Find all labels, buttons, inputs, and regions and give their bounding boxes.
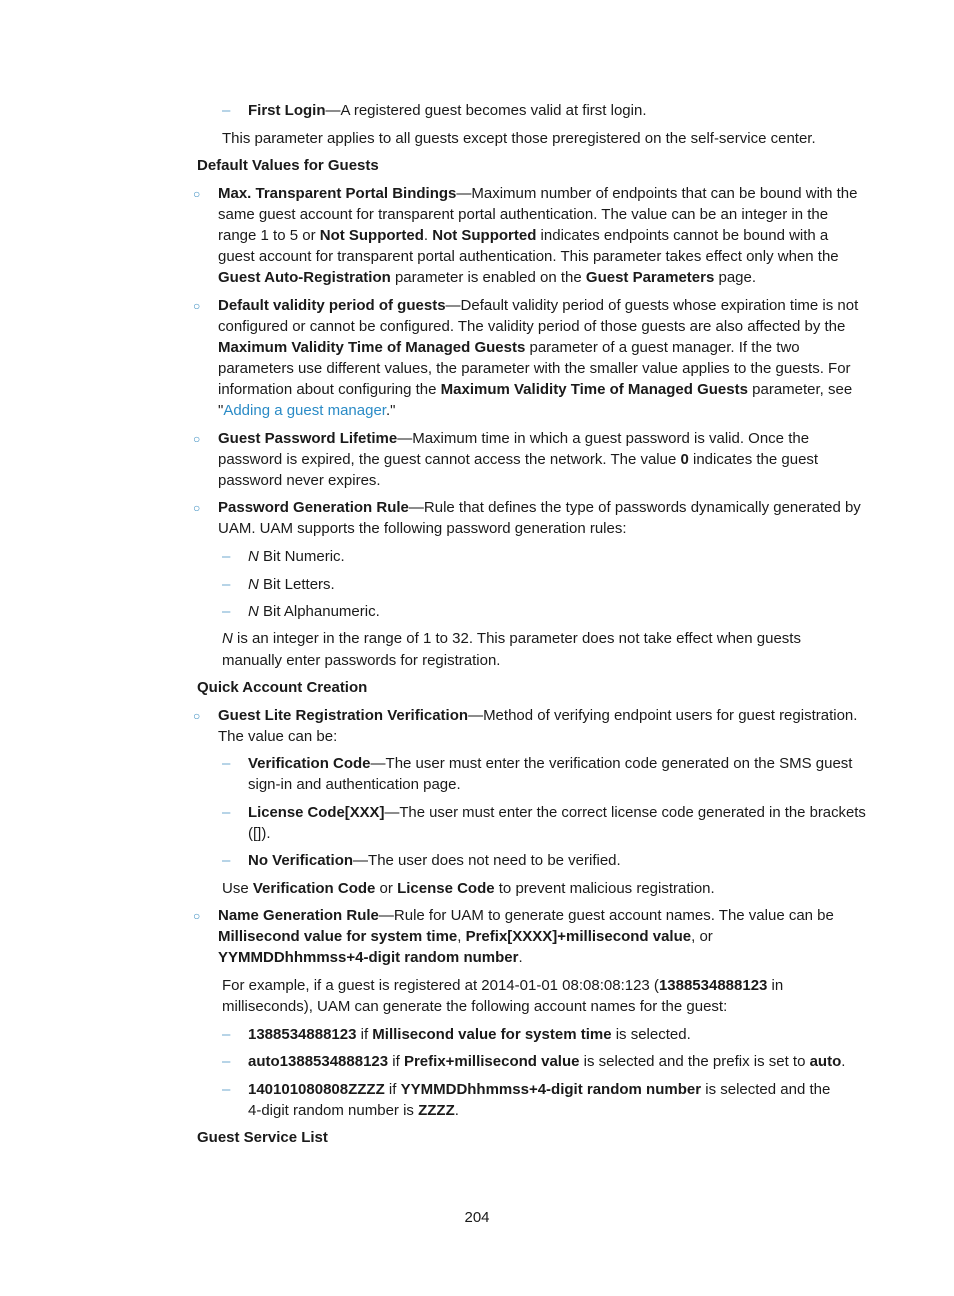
name-rule-example: For example, if a guest is registered at 2014-01-01 08:08:08:123 (1388534888123 in [222, 977, 784, 994]
bullet-icon: ○ [193, 709, 201, 723]
validity-line: parameters use different values, the parameter with the smaller value applies to the guests. For [218, 360, 851, 377]
pw-rule-note: manually enter passwords for registration. [222, 652, 501, 669]
max-bindings-line: Guest Auto-Registration parameter is enabled on the Guest Parameters page. [218, 269, 757, 286]
dash-icon: – [222, 576, 231, 593]
name-rule-line: YYMMDDhhmmss+4-digit random number. [218, 949, 523, 966]
lite-line: The value can be: [218, 728, 338, 745]
pw-rule-option: N Bit Alphanumeric. [248, 603, 380, 620]
dash-icon: – [222, 1081, 231, 1098]
first-login-item: First Login—A registered guest becomes valid at first login. [248, 102, 647, 119]
bullet-icon: ○ [193, 299, 201, 313]
name-rule-example: milliseconds), UAM can generate the following account names for the guest: [222, 998, 728, 1015]
validity-line: information about configuring the Maximum Validity Time of Managed Guests parameter, see [218, 381, 853, 398]
validity-line: Default validity period of guests—Default validity period of guests whose expiration time is not [218, 297, 859, 314]
heading-quick-account: Quick Account Creation [197, 679, 368, 696]
name-rule-option: auto1388534888123 if Prefix+millisecond value is selected and the prefix is set to auto. [248, 1053, 846, 1070]
lite-option: Verification Code—The user must enter the verification code generated on the SMS guest [248, 755, 853, 772]
pw-rule-option: N Bit Letters. [248, 576, 335, 593]
pw-rule-line: Password Generation Rule—Rule that defines the type of passwords dynamically generated by [218, 499, 861, 516]
dash-icon: – [222, 1053, 231, 1070]
dash-icon: – [222, 548, 231, 565]
dash-icon: – [222, 1026, 231, 1043]
dash-icon: – [222, 102, 231, 119]
dash-icon: – [222, 755, 231, 772]
pw-lifetime-line: password never expires. [218, 472, 381, 489]
lite-option: ([]). [248, 825, 271, 842]
bullet-icon: ○ [193, 501, 201, 515]
pw-lifetime-line: Guest Password Lifetime—Maximum time in which a guest password is valid. Once the [218, 430, 810, 447]
name-rule-line: Name Generation Rule—Rule for UAM to generate guest account names. The value can be [218, 907, 834, 924]
page-number: 204 [464, 1209, 490, 1226]
lite-line: Guest Lite Registration Verification—Method of verifying endpoint users for guest registration. [218, 707, 858, 724]
name-rule-line: Millisecond value for system time, Prefix[XXXX]+millisecond value, or [218, 928, 713, 945]
name-rule-option: 4-digit random number is ZZZZ. [248, 1102, 459, 1119]
dash-icon: – [222, 603, 231, 620]
lite-option: No Verification—The user does not need to be verified. [248, 852, 621, 869]
validity-line: Maximum Validity Time of Managed Guests parameter of a guest manager. If the two [218, 339, 800, 356]
pw-rule-option: N Bit Numeric. [248, 548, 345, 565]
bullet-icon: ○ [193, 187, 201, 201]
lite-use-note: Use Verification Code or License Code to prevent malicious registration. [222, 880, 715, 897]
lite-option: sign-in and authentication page. [248, 776, 461, 793]
max-bindings-line: same guest account for transparent portal authentication. The value can be an integer in the [218, 206, 829, 223]
name-rule-option: 140101080808ZZZZ if YYMMDDhhmmss+4-digit random number is selected and the [248, 1081, 831, 1098]
max-bindings-line: range 1 to 5 or Not Supported. Not Supported indicates endpoints cannot be bound with a [218, 227, 829, 244]
name-rule-option: 1388534888123 if Millisecond value for system time is selected. [248, 1026, 691, 1043]
pw-lifetime-line: password is expired, the guest cannot access the network. The value 0 indicates the guest [218, 451, 819, 468]
pw-rule-line: UAM. UAM supports the following password generation rules: [218, 520, 627, 537]
bullet-icon: ○ [193, 909, 201, 923]
adding-guest-manager-link[interactable]: Adding a guest manager [223, 402, 386, 419]
validity-line: "Adding a guest manager." [218, 402, 396, 419]
applies-note: This parameter applies to all guests except those preregistered on the self-service center. [222, 130, 816, 147]
dash-icon: – [222, 852, 231, 869]
bullet-icon: ○ [193, 432, 201, 446]
heading-default-values: Default Values for Guests [197, 157, 379, 174]
max-bindings-line: guest account for transparent portal authentication. This parameter takes effect only when the [218, 248, 839, 265]
max-bindings-line: Max. Transparent Portal Bindings—Maximum number of endpoints that can be bound with the [218, 185, 858, 202]
dash-icon: – [222, 804, 231, 821]
heading-guest-service-list: Guest Service List [197, 1129, 328, 1146]
pw-rule-note: N is an integer in the range of 1 to 32. This parameter does not take effect when guests [222, 630, 801, 647]
validity-line: configured or cannot be configured. The validity period of those guests are also affected by the [218, 318, 846, 335]
lite-option: License Code[XXX]—The user must enter the correct license code generated in the brackets [248, 804, 866, 821]
